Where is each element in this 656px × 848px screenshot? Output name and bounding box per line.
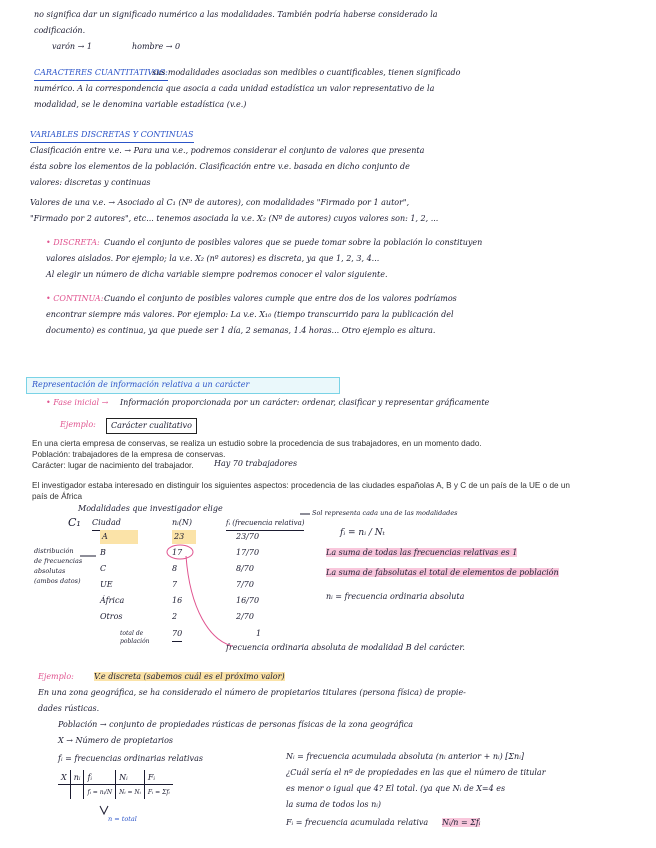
continua-line-3: documento) es continua, ya que puede ser 1 día, 2 semanas, 1.4 horas... Otro ejemplo es altura. (46, 326, 436, 335)
typed-line-4: El investigador estaba interesado en distinguir los siguientes aspectos: procedencia de las ciudades españolas A, B y C de un país de la UE o de un (32, 481, 570, 490)
row-n: 7 (172, 580, 178, 589)
fi-formula: fᵢ = nᵢ / Nₜ (340, 528, 385, 538)
row-city: Otros (100, 612, 123, 621)
discretas-p2: ésta sobre los elementos de la población. Clasificación entre v.e. basada en dicho conjunto de (30, 162, 410, 171)
header-fi: fᵢ (frecuencia relativa) (226, 516, 304, 531)
small-header-ni: nᵢ (70, 770, 84, 785)
small-header-fi: fᵢ (84, 770, 116, 785)
row-f: 23/70 (236, 532, 260, 541)
discretas-p3: valores: discretas y continuas (30, 178, 151, 187)
cuantitativos-line-2: numérico. A la correspondencia que asocia a cada unidad estadística un valor representativo de la (34, 84, 435, 93)
typed-line-2: Población: trabajadores de la empresa de conservas. (32, 450, 226, 459)
discreta-line-3: Al elegir un número de dicha variable siempre podremos conocer el valor siguiente. (46, 270, 388, 279)
small-cell-ni (70, 785, 84, 800)
small-frequency-table (58, 770, 173, 799)
intro-hombre: hombre → 0 (132, 42, 181, 51)
continua-line-2: encontrar siempre más valores. Por ejemplo: La v.e. X₁₀ (tiempo transcurrido para la publicación del (46, 310, 454, 319)
row-n: 2 (172, 612, 178, 621)
small-cell-Ni: Nᵢ = Nᵢ (116, 785, 145, 800)
discretas-heading: VARIABLES DISCRETAS Y CONTINUAS (30, 128, 194, 143)
small-header-Fi: Fᵢ (144, 770, 172, 785)
discretas-p4: Valores de una v.e. → Asociado al C₁ (Nº de autores), con modalidades "Firmado por 1 autor", (30, 198, 410, 207)
continua-label: • CONTINUA: (46, 294, 104, 303)
small-cell-x (58, 785, 70, 800)
representacion-heading: Representación de información relativa a un carácter (32, 380, 250, 389)
n-note: n = total (108, 815, 137, 823)
discreta-label: • DISCRETA: (46, 238, 100, 247)
cuantitativos-line-1: sus modalidades asociadas son medibles o cuantificables, tienen significado (152, 68, 461, 77)
discreta-line-1: Cuando el conjunto de posibles valores que se puede tomar sobre la población lo constituyen (104, 238, 483, 247)
b-frequency-arrow (186, 556, 232, 646)
row-city: UE (100, 580, 113, 589)
ejemplo2-r3: es menor o igual que 4? El total. (ya que Nᵢ de X=4 es (286, 784, 506, 793)
intro-varon: varón → 1 (52, 42, 92, 51)
typed-line-3: Carácter: lugar de nacimiento del trabajador. (32, 461, 194, 470)
cuantitativos-line-3: modalidad, se le denomina variable estadística (v.e.) (34, 100, 247, 109)
left-note-2: de frecuencias (34, 557, 83, 565)
note-sum-relative (326, 546, 517, 560)
ejemplo2-title-text: V.e discreta (sabemos cuál es el próximo valor) (94, 672, 285, 681)
ejemplo2-r5b-text: Nᵢ/n = Σfᵢ (442, 818, 481, 827)
small-cell-Fi: Fᵢ = Σfᵢ (144, 785, 172, 800)
row-f: 2/70 (236, 612, 254, 621)
ejemplo2-x: X → Número de propietarios (58, 736, 174, 745)
total-label: total de población (120, 630, 150, 645)
ejemplo2-r5b (442, 816, 480, 830)
typed-line-1: En una cierta empresa de conservas, se realiza un estudio sobre la procedencia de sus trabajadores, en un momento dado. (32, 439, 482, 448)
row-city: A (100, 530, 138, 544)
row-f: 7/70 (236, 580, 254, 589)
intro-line-1: no significa dar un significado numérico a las modalidades. También podría haberse considerado la (34, 10, 438, 19)
ejemplo2-fi: fᵢ = frecuencias ordinarias relativas (58, 754, 203, 763)
ejemplo2-r4: la suma de todos los nᵢ) (286, 800, 381, 809)
ejemplo2-label: Ejemplo: (38, 672, 74, 681)
discretas-p1: Clasificación entre v.e. → Para una v.e., podremos considerar el conjunto de valores que presenta (30, 146, 425, 155)
n-arrow (100, 806, 108, 814)
note-sum-absolute (326, 566, 559, 580)
note-sum-relative-text: La suma de todas las frecuencias relativas es 1 (326, 548, 518, 557)
row-city: B (100, 548, 106, 557)
ejemplo2-r2: ¿Cuál sería el nº de propiedades en las que el número de titular (286, 768, 546, 777)
ejemplo-label: Ejemplo: (60, 420, 96, 429)
row-f: 17/70 (236, 548, 260, 557)
ejemplo2-r1: Nᵢ = frecuencia acumulada absoluta (nᵢ anterior + nᵢ) [Σnᵢ] (286, 752, 524, 761)
ejemplo2-poblacion: Población → conjunto de propiedades rústicas de personas físicas de la zona geográfica (58, 720, 414, 729)
row-f: 8/70 (236, 564, 254, 573)
discretas-p5: "Firmado por 2 autores", etc... tenemos asociada la v.e. X₂ (Nº de autores) cuyos valores son: 1, 2, ... (30, 214, 439, 223)
typed-line-5: país de África (32, 492, 83, 501)
row-city: África (100, 596, 125, 605)
table-side-note: Sol representa cada una de las modalidades (312, 509, 458, 517)
small-header-x: X (61, 772, 67, 782)
left-note-3: absolutas (34, 567, 66, 575)
total-n: 70 (172, 627, 182, 642)
small-header-Ni: Nᵢ (116, 770, 145, 785)
fase-inicial-label: • Fase inicial → (46, 398, 109, 407)
ejemplo2-line-1: En una zona geográfica, se ha considerado el número de propietarios titulares (persona física) de propie- (38, 688, 466, 697)
note-ni: nᵢ = frecuencia ordinaria absoluta (326, 592, 465, 601)
table-top-note: Modalidades que investigador elige (78, 504, 223, 513)
row-n: 16 (172, 596, 183, 605)
bottom-note: frecuencia ordinaria absoluta de modalidad B del carácter. (226, 643, 465, 652)
row-n: 23 (172, 530, 196, 544)
ejemplo2-line-2: dades rústicas. (38, 704, 100, 713)
typed-line-3-hand: Hay 70 trabajadores (214, 459, 298, 468)
header-ni: nᵢ(N) (172, 516, 192, 531)
ejemplo-box: Carácter cualitativo (106, 418, 197, 434)
header-ciudad: Ciudad (92, 516, 121, 531)
left-note-4: (ambos datos) (34, 577, 81, 585)
discreta-line-2: valores aislados. Por ejemplo; la v.e. X₂ (nº autores) es discreta, ya que 1, 2, 3, 4... (46, 254, 380, 263)
row-f: 16/70 (236, 596, 260, 605)
row-city: C (100, 564, 107, 573)
row-n: 8 (172, 564, 178, 573)
c1-label: C₁ (68, 516, 81, 529)
fase-inicial-text: Información proporcionada por un carácter: ordenar, clasificar y representar gráficamente (120, 398, 490, 407)
small-cell-fi: fᵢ = nᵢ/N (84, 785, 116, 800)
note-sum-absolute-text: La suma de fabsolutas el total de elementos de población (326, 568, 559, 577)
ejemplo2-r5a: Fᵢ = frecuencia acumulada relativa (286, 818, 429, 827)
continua-line-1: Cuando el conjunto de posibles valores cumple que entre dos de los valores podríamos (104, 294, 457, 303)
ejemplo2-title (94, 670, 285, 684)
intro-line-2: codificación. (34, 26, 86, 35)
row-n: 17 (172, 548, 183, 557)
total-f: 1 (256, 629, 262, 638)
cuantitativos-heading: CARACTERES CUANTITATIVOS: (34, 66, 168, 81)
left-note-1: distribución (34, 547, 74, 555)
